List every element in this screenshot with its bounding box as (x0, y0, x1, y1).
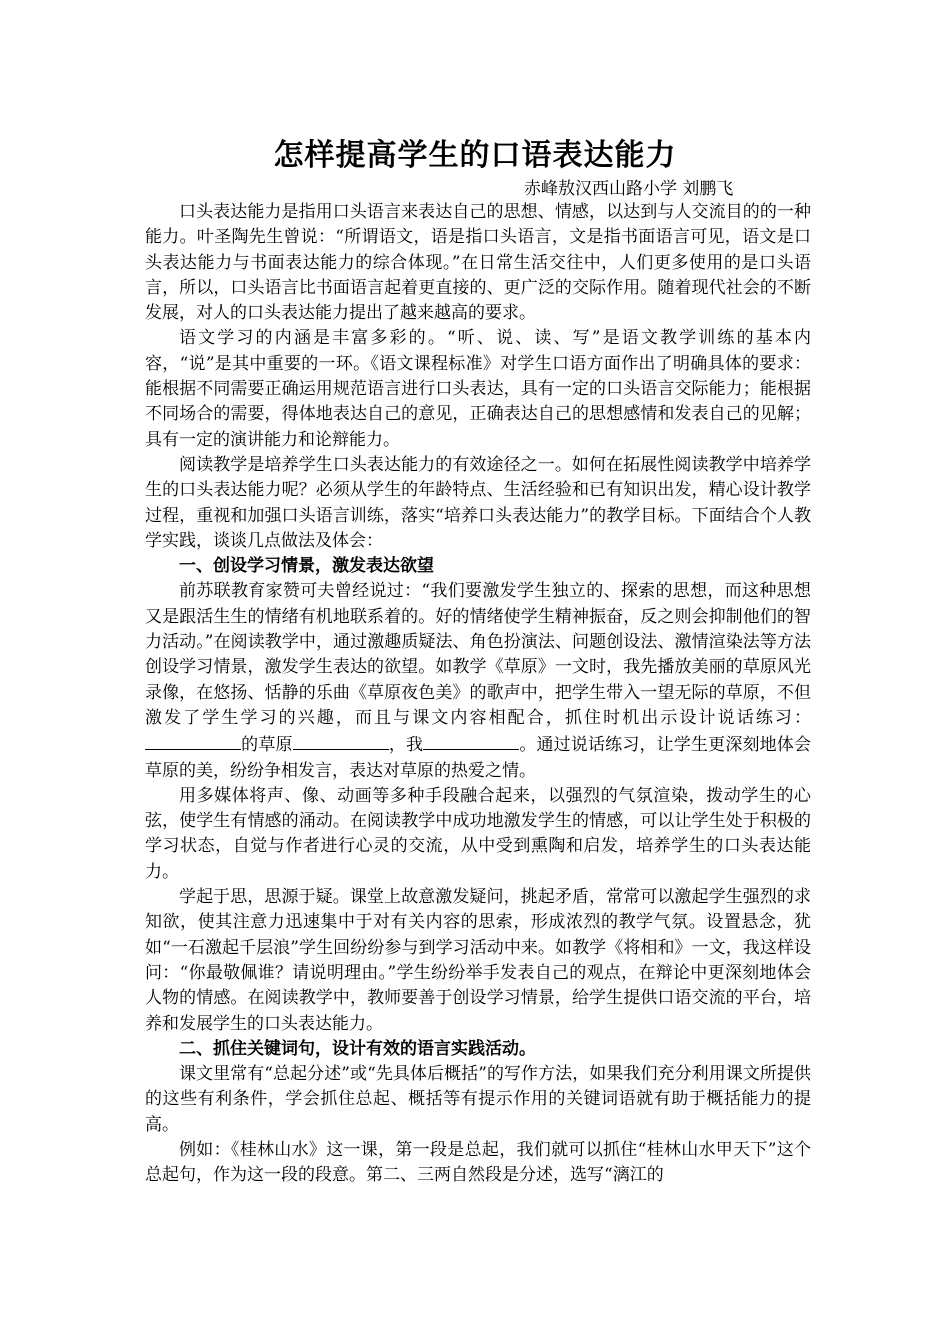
paragraph-4-part-b: 的草原 (241, 735, 293, 756)
fill-blank-1 (145, 731, 241, 750)
fill-blank-3 (423, 731, 519, 750)
author-line: 赤峰敖汉西山路小学 刘鹏飞 (524, 179, 734, 199)
paragraph-3: 阅读教学是培养学生口头表达能力的有效途径之一。如何在拓展性阅读教学中培养学生的口头表达能力呢？必须从学生的年龄特点、生活经验和已有知识出发，精心设计教学过程，重视和加强口头语言训练，落实“培养口头表达能力”的教学目标。下面结合个人教学实践，谈谈几点做法及体会： (145, 454, 811, 551)
paragraph-7: 课文里常有“总起分述”或“先具体后概括”的写作方法，如果我们充分利用课文所提供的这些有利条件，学会抓住总起、概括等有提示作用的关键词语就有助于概括能力的提高。 (145, 1064, 811, 1135)
paragraph-2: 语文学习的内涵是丰富多彩的。“听、说、读、写”是语文教学训练的基本内容，“说”是其中重要的一环。《语文课程标准》对学生口语方面作出了明确具体的要求：能根据不同需要正确运用规范语言进行口头表达，具有一定的口头语言交际能力；能根据不同场合的需要，得体地表达自己的意见，正确表达自己的思想感情和发表自己的见解；具有一定的演讲能力和论辩能力。 (145, 328, 811, 450)
section-heading-1: 一、创设学习情景，激发表达欲望 (179, 556, 434, 577)
paragraph-5: 用多媒体将声、像、动画等多种手段融合起来，以强烈的气氛渲染，拨动学生的心弦，使学生有情感的涌动。在阅读教学中成功地激发学生的情感，可以让学生处于积极的学习状态，自觉与作者进行心灵的交流，从中受到熏陶和启发，培养学生的口头表达能力。 (145, 785, 811, 882)
section-heading-2: 二、抓住关键词句，设计有效的语言实践活动。 (179, 1038, 536, 1059)
paragraph-4-part-a: 前苏联教育家赞可夫曾经说过：“我们要激发学生独立的、探索的思想，而这种思想又是跟活生生的情绪有机地联系着的。好的情绪使学生精神振奋，反之则会抑制他们的智力活动。”在阅读教学中，通过激趣质疑法、角色扮演法、问题创设法、激情渲染法等方法创设学习情景，激发学生表达的欲望。如教学《草原》一文时，我先播放美丽的草原风光录像，在悠扬、恬静的乐曲《草原夜色美》的歌声中，把学生带入一望无际的草原，不但激发了学生学习的兴趣，而且与课文内容相配合，抓住时机出示设计说话练习： (145, 581, 811, 728)
page-title: 怎样提高学生的口语表达能力 (273, 138, 677, 173)
paragraph-6: 学起于思，思源于疑。课堂上故意激发疑问，挑起矛盾，常常可以激起学生强烈的求知欲，使其注意力迅速集中于对有关内容的思索，形成浓烈的教学气氛。设置悬念，犹如“一石激起千层浪”学生回纷纷参与到学习活动中来。如教学《将相和》一文，我这样设问：“你最敬佩谁？请说明理由。”学生纷纷举手发表自己的观点，在辩论中更深刻地体会人物的情感。在阅读教学中，教师要善于创设学习情景，给学生提供口语交流的平台，培养和发展学生的口头表达能力。 (145, 887, 811, 1034)
fill-blank-2 (293, 731, 389, 750)
paragraph-8: 例如：《桂林山水》这一课，第一段是总起，我们就可以抓住“桂林山水甲天下”这个总起句，作为这一段的段意。第二、三两自然段是分述，选写“漓江的 (145, 1139, 811, 1186)
document-body (145, 200, 811, 1189)
paragraph-1: 口头表达能力是指用口头语言来表达自己的思想、情感，以达到与人交流目的的一种能力。叶圣陶先生曾说：“所谓语文，语是指口头语言，文是指书面语言可见，语文是口头表达能力与书面表达能力的综合体现。”在日常生活交往中，人们更多使用的是口头语言，所以，口头语言比书面语言起着更直接的、更广泛的交际作用。随着现代社会的不断发展，对人的口头表达能力提出了越来越高的要求。 (145, 202, 811, 324)
paragraph-4-part-c: ，我 (388, 735, 424, 756)
paragraph-4-part-d: 。通过说话练习，让学生更深刻地体会草原的美，纷纷争相发言，表达对草原的热爱之情。 (145, 735, 812, 781)
paragraph-4 (145, 579, 811, 783)
